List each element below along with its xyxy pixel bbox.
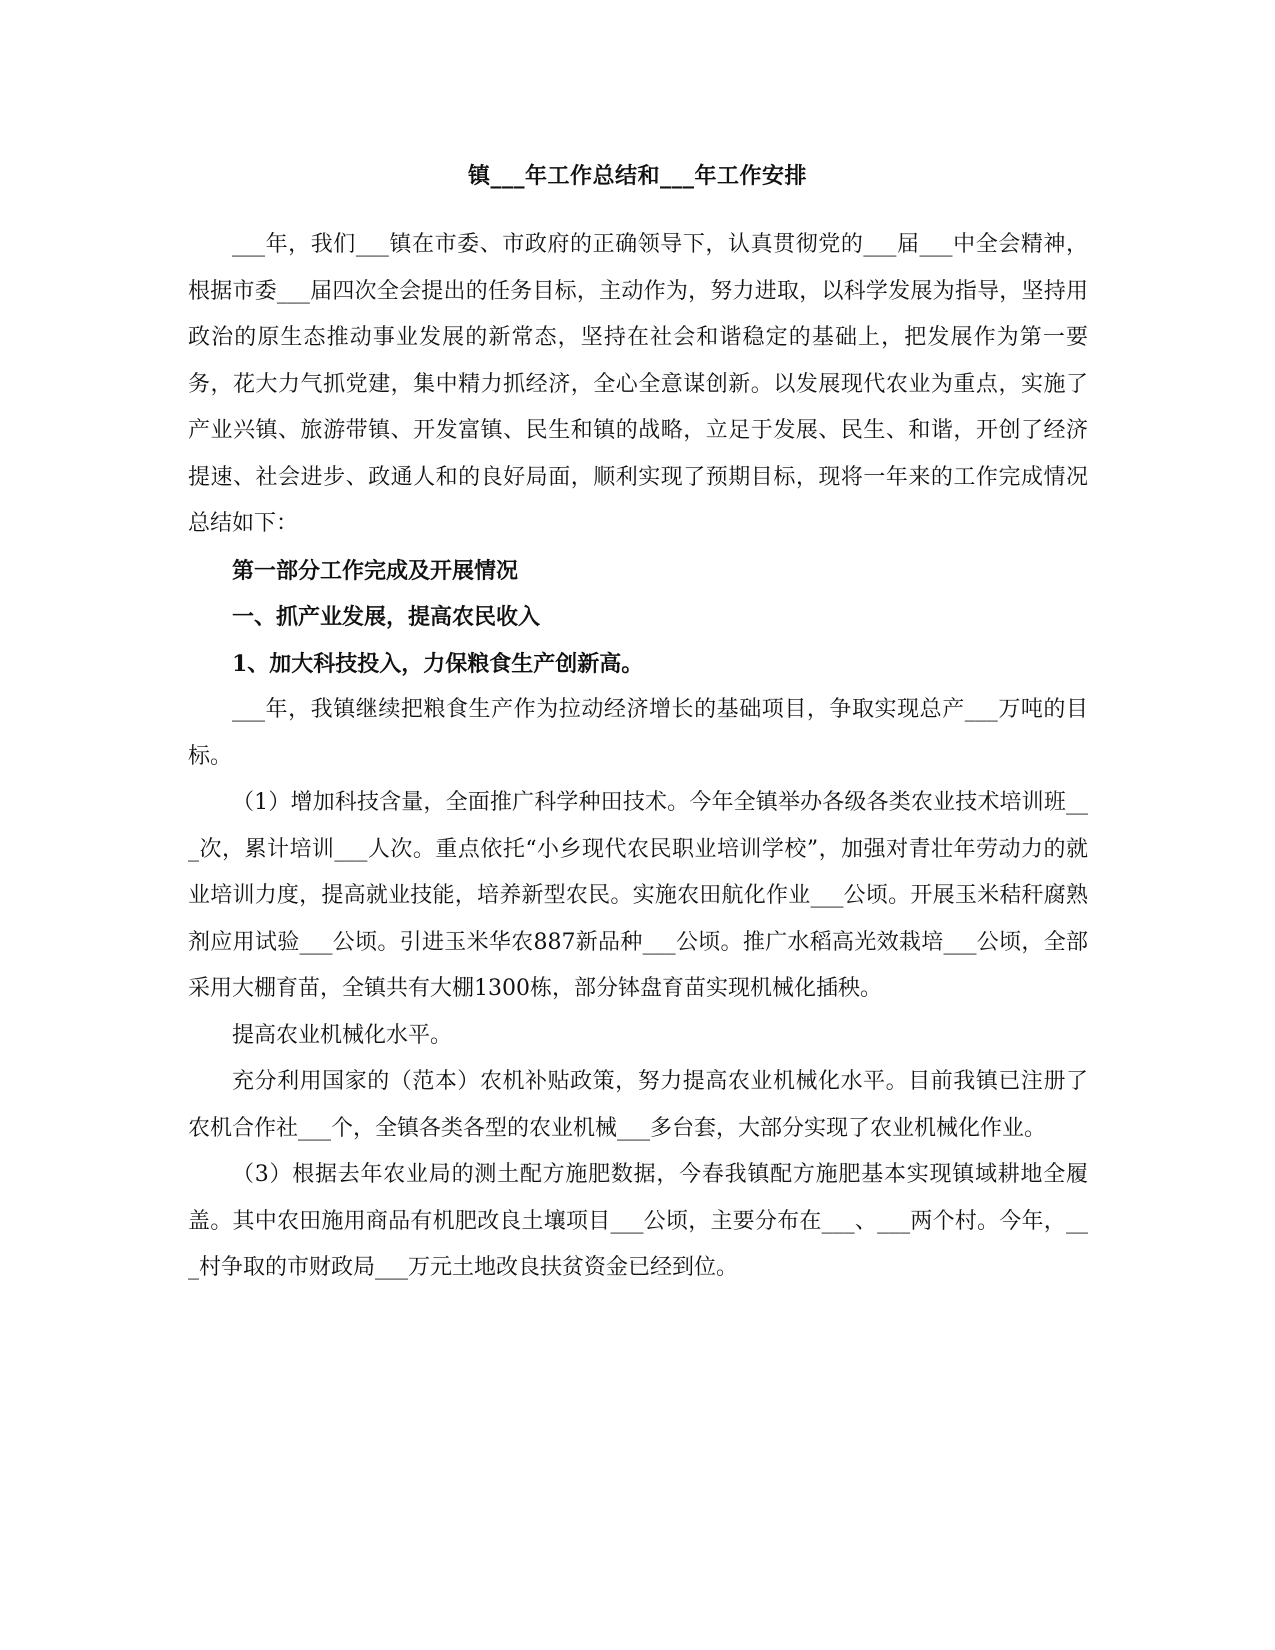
part-one-heading: 第一部分工作完成及开展情况 — [232, 557, 519, 584]
section-one-heading: 一、抓产业发展，提高农民收入 — [232, 604, 541, 630]
document-body — [188, 222, 1088, 1292]
mechanization-subheading: 提高农业机械化水平。 — [232, 1022, 453, 1048]
grain-production-paragraph: ___年，我镇继续把粮食生产作为拉动经济增长的基础项目，争取实现总产___万吨的目标。 — [188, 697, 1088, 769]
document-title: 镇___年工作总结和___年工作安排 — [467, 163, 807, 189]
subsection-one-heading: 1、加大科技投入，力保粮食生产创新高。 — [232, 650, 644, 677]
intro-paragraph: ___年，我们___镇在市委、市政府的正确领导下，认真贯彻党的___届___中全会精神，根据市委___届四次全会提出的任务目标，主动作为，努力进取，以科学发展为指导，坚持用政治的原生态推动事业发展的新常态，坚持在社会和谐稳定的基础上，把发展作为第一要务，花大力气抓党建，集中精力抓经济，全心全意谋创新。以发展现代农业为重点，实施了产业兴镇、旅游带镇、开发富镇、民生和镇的战略，立足于发展、民生、和谐，开创了经济提速、社会进步、政通人和的良好局面，顺利实现了预期目标，现将一年来的工作完成情况总结如下： — [188, 232, 1088, 536]
fertilizer-paragraph: （3）根据去年农业局的测土配方施肥数据，今春我镇配方施肥基本实现镇域耕地全履盖。其中农田施用商品有机肥改良土壤项目___公顷，主要分布在___、___两个村。今年，___村争取的市财政局___万元土地改良扶贫资金已经到位。 — [188, 1162, 1088, 1280]
technology-paragraph: （1）增加科技含量，全面推广科学种田技术。今年全镇举办各级各类农业技术培训班___次，累计培训___人次。重点依托“小乡现代农民职业培训学校”，加强对青壮年劳动力的就业培训力度，提高就业技能，培养新型农民。实施农田航化作业___公顷。开展玉米秸秆腐熟剂应用试验___公顷。引进玉米华农887新品种___公顷。推广水稻高光效栽培___公顷，全部采用大棚育苗，全镇共有大棚1300栋，部分钵盘育苗实现机械化插秧。 — [188, 790, 1088, 1001]
mechanization-paragraph: 充分利用国家的（范本）农机补贴政策，努力提高农业机械化水平。目前我镇已注册了农机合作社___个，全镇各类各型的农业机械___多台套，大部分实现了农业机械化作业。 — [188, 1069, 1088, 1141]
